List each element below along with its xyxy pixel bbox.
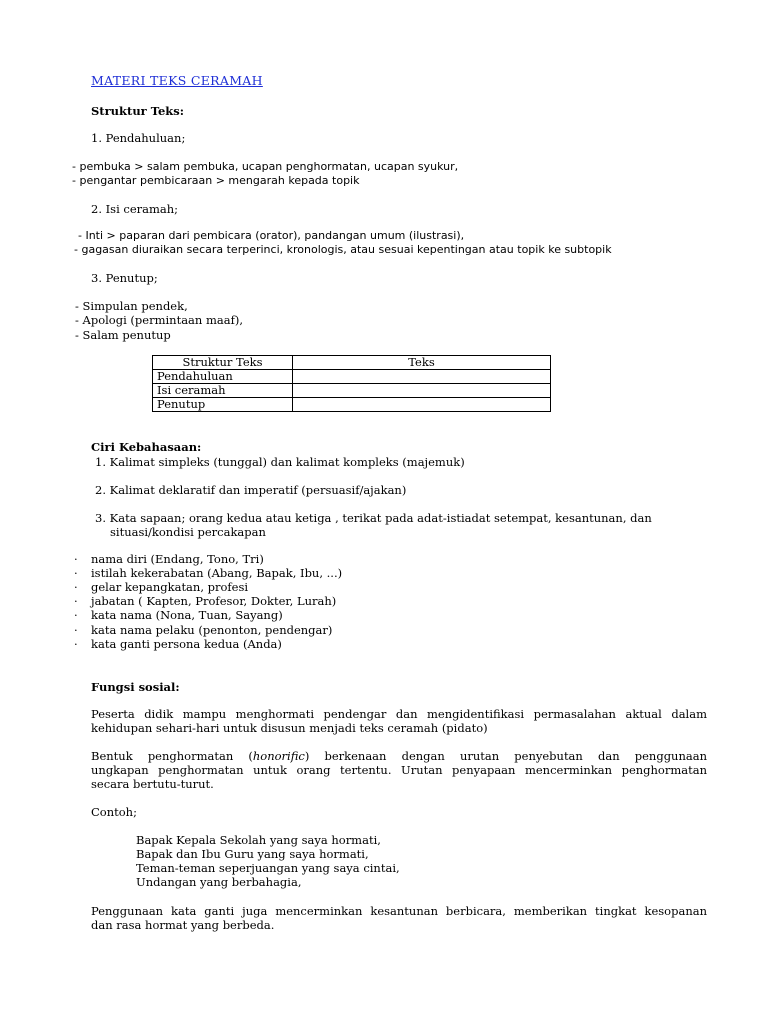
text-run: Bentuk penghormatan ( [91, 749, 253, 763]
paragraph-line [91, 749, 707, 763]
bullet-item: kata ganti persona kedua (Anda) [91, 637, 282, 651]
bullet-item: kata nama (Nona, Tuan, Sayang) [91, 608, 283, 622]
bullet-item: nama diri (Endang, Tono, Tri) [91, 552, 264, 566]
struktur-heading: Struktur Teks: [91, 104, 184, 118]
section-isi-line: - gagasan diuraikan secara terperinci, kronologis, atau sesuai kepentingan atau topik ke subtopik [74, 243, 612, 256]
table-cell [293, 384, 551, 398]
table-header-row [153, 356, 551, 370]
struktur-table [152, 355, 551, 412]
bullet-item: istilah kekerabatan (Abang, Bapak, Ibu, ...) [91, 566, 343, 580]
table-header: Struktur Teks [153, 356, 293, 370]
paragraph-line: Peserta didik mampu menghormati pendengar dan mengidentifikasi permasalahan aktual dalam [91, 707, 707, 721]
paragraph-line: dan rasa hormat yang berbeda. [91, 918, 275, 932]
fungsi-paragraph-3 [91, 904, 707, 932]
bullet-item: gelar kepangkatan, profesi [91, 580, 249, 594]
bullet-dot-icon: · [74, 637, 78, 651]
bullet-dot-icon: · [74, 580, 78, 594]
honorific-term: honorific [252, 749, 305, 763]
bullet-dot-icon: · [74, 552, 78, 566]
table-header: Teks [293, 356, 551, 370]
contoh-line: Bapak dan Ibu Guru yang saya hormati, [136, 847, 369, 861]
text-run: ) berkenaan dengan urutan penyebutan dan penggunaan [304, 749, 707, 763]
ciri-item-continuation: situasi/kondisi percakapan [110, 525, 266, 539]
section-pendahuluan-line: - pengantar pembicaraan > mengarah kepada topik [72, 174, 360, 187]
contoh-line: Bapak Kepala Sekolah yang saya hormati, [136, 833, 381, 847]
ciri-item: 3. Kata sapaan; orang kedua atau ketiga , terikat pada adat-istiadat setempat, kesantunan, dan [95, 511, 652, 525]
section-penutup-line: - Simpulan pendek, [75, 299, 188, 313]
table-row [153, 370, 551, 384]
ciri-heading: Ciri Kebahasaan: [91, 440, 202, 454]
section-isi-line: - Inti > paparan dari pembicara (orator), pandangan umum (ilustrasi), [78, 229, 465, 242]
contoh-line: Undangan yang berbahagia, [136, 875, 302, 889]
fungsi-paragraph-1 [91, 707, 707, 735]
section-penutup-heading: 3. Penutup; [91, 271, 158, 285]
fungsi-paragraph-2 [91, 749, 707, 791]
ciri-item: 1. Kalimat simpleks (tunggal) dan kalimat kompleks (majemuk) [95, 455, 465, 469]
table-cell: Isi ceramah [153, 384, 293, 398]
bullet-dot-icon: · [74, 594, 78, 608]
bullet-dot-icon: · [74, 566, 78, 580]
paragraph-line: kehidupan sehari-hari untuk disusun menjadi teks ceramah (pidato) [91, 721, 488, 735]
table-row [153, 398, 551, 412]
bullet-item: kata nama pelaku (penonton, pendengar) [91, 623, 333, 637]
table-row [153, 384, 551, 398]
bullet-dot-icon: · [74, 608, 78, 622]
contoh-label: Contoh; [91, 805, 137, 819]
section-penutup-line: - Apologi (permintaan maaf), [75, 313, 243, 327]
table-cell: Penutup [153, 398, 293, 412]
section-penutup-line: - Salam penutup [75, 328, 171, 342]
section-pendahuluan-heading: 1. Pendahuluan; [91, 131, 186, 145]
bullet-dot-icon: · [74, 623, 78, 637]
contoh-line: Teman-teman seperjuangan yang saya cintai, [136, 861, 400, 875]
bullet-item: jabatan ( Kapten, Profesor, Dokter, Lurah) [91, 594, 337, 608]
paragraph-line: secara bertutu-turut. [91, 777, 214, 791]
document-title: MATERI TEKS CERAMAH [91, 73, 263, 88]
table-cell [293, 398, 551, 412]
table-cell [293, 370, 551, 384]
table-cell: Pendahuluan [153, 370, 293, 384]
paragraph-line: Penggunaan kata ganti juga mencerminkan kesantunan berbicara, memberikan tingkat kesopanan [91, 904, 707, 918]
paragraph-line: ungkapan penghormatan untuk orang tertentu. Urutan penyapaan mencerminkan penghormatan [91, 763, 707, 777]
section-isi-heading: 2. Isi ceramah; [91, 202, 179, 216]
ciri-item: 2. Kalimat deklaratif dan imperatif (persuasif/ajakan) [95, 483, 407, 497]
fungsi-heading: Fungsi sosial: [91, 680, 180, 694]
section-pendahuluan-line: - pembuka > salam pembuka, ucapan penghormatan, ucapan syukur, [72, 160, 459, 173]
